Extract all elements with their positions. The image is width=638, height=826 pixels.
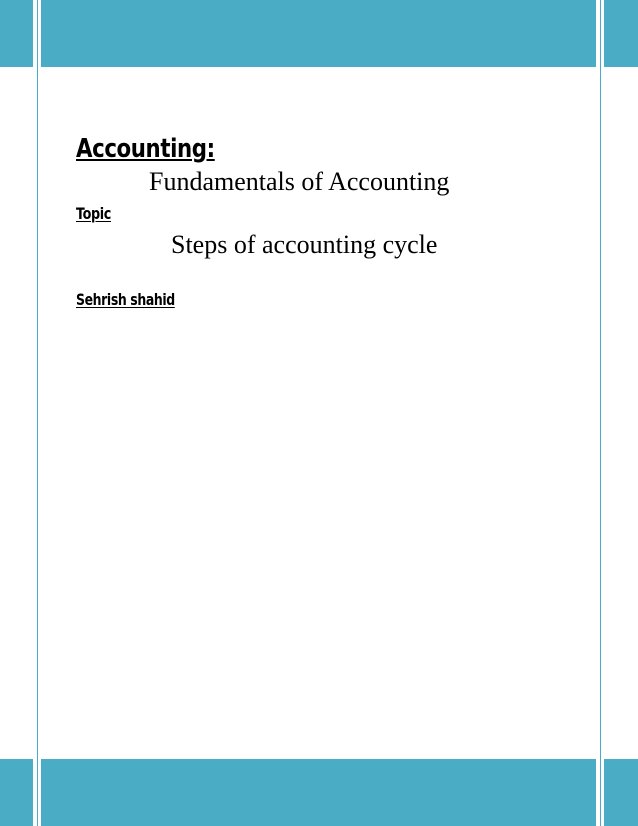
bottom-band-center xyxy=(41,759,596,826)
topic-label: Topic xyxy=(76,204,111,223)
bottom-band-left xyxy=(0,759,33,826)
right-border-line xyxy=(600,0,601,826)
subject-heading: Accounting: xyxy=(76,134,215,164)
top-band-right xyxy=(604,0,638,67)
top-band-left xyxy=(0,0,33,67)
left-border-line xyxy=(37,0,38,826)
top-band-center xyxy=(41,0,596,67)
author-name: Sehrish shahid xyxy=(76,290,175,309)
bottom-band-right xyxy=(604,759,638,826)
course-title: Fundamentals of Accounting xyxy=(149,167,450,196)
topic-title: Steps of accounting cycle xyxy=(171,230,438,259)
